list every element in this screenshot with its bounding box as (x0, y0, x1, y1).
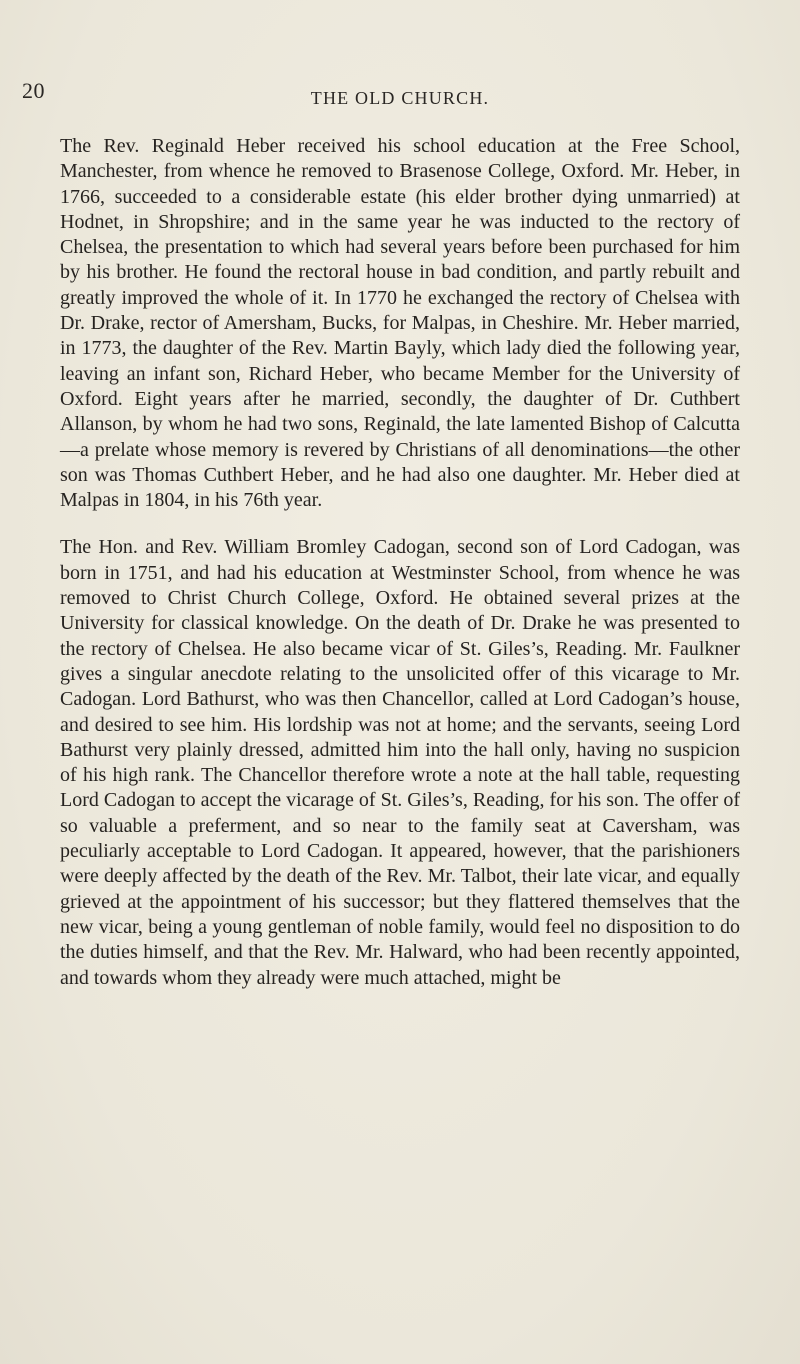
paragraph-cadogan: The Hon. and Rev. William Bromley Cadogan, second son of Lord Cadogan, was born in 1751, and had his education at Westminster School, from whence he was removed to Christ Church College, Oxford. He obtained several prizes at the University for classical knowledge. On the death of Dr. Drake he was presented to the rectory of Chelsea. He also became vicar of St. Giles’s, Reading. Mr. Faulkner gives a singular anecdote relating to the unsolicited offer of this vicarage to Mr. Cadogan. Lord Bathurst, who was then Chancellor, called at Lord Cadogan’s house, and desired to see him. His lordship was not at home; and the servants, seeing Lord Bathurst very plainly dressed, admitted him into the hall only, having no suspicion of his high rank. The Chancellor therefore wrote a note at the hall table, requesting Lord Cadogan to accept the vicarage of St. Giles’s, Reading, for his son. The offer of so valuable a preferment, and so near to the family seat at Caversham, was peculiarly acceptable to Lord Cadogan. It appeared, however, that the parishioners were deeply affected by the death of the Rev. Mr. Talbot, their late vicar, and equally grieved at the appointment of his successor; but they flattered themselves that the new vicar, being a young gentleman of noble family, would feel no disposition to do the duties himself, and that the Rev. Mr. Halward, who had been recently appointed, and towards whom they already were much attached, might be (60, 536, 740, 989)
paragraph-heber: The Rev. Reginald Heber received his school education at the Free School, Manchester, from whence he removed to Brasenose College, Oxford. Mr. Heber, in 1766, succeeded to a considerable estate (his elder brother dying unmarried) at Hodnet, in Shropshire; and in the same year he was inducted to the rectory of Chelsea, the presentation to which had several years before been purchased for him by his brother. He found the rectoral house in bad condition, and partly rebuilt and greatly improved the whole of it. In 1770 he exchanged the rectory of Chelsea with Dr. Drake, rector of Amersham, Bucks, for Malpas, in Cheshire. Mr. Heber married, in 1773, the daughter of the Rev. Martin Bayly, which lady died the following year, leaving an infant son, Richard Heber, who became Member for the University of Oxford. Eight years after he married, secondly, the daughter of Dr. Cuthbert Allanson, by whom he had two sons, Reginald, the late lamented Bishop of Calcutta—a prelate whose memory is revered by Christians of all denominations—the other son was Thomas Cuthbert Heber, and he had also one daughter. Mr. Heber died at Malpas in 1804, in his 76th year. (60, 135, 740, 512)
page-number: 20 (22, 78, 45, 103)
running-title: THE OLD CHURCH. (310, 88, 490, 108)
body-text (60, 134, 740, 991)
